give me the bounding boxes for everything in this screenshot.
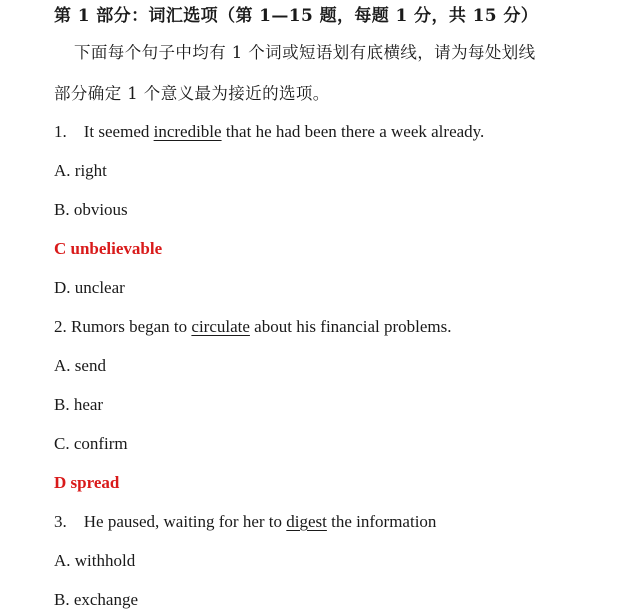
question-1-option-c-answer: C unbelievable	[54, 239, 163, 258]
question-3-key-word: digest	[286, 512, 327, 531]
question-2-stem-pre: 2. Rumors began to	[54, 317, 192, 336]
question-3-stem-post: the information	[326, 512, 437, 531]
question-2-option-c: C. confirm	[54, 434, 128, 453]
question-2-stem	[54, 316, 452, 338]
question-1-stem	[54, 121, 484, 143]
question-1-key-word: incredible	[153, 122, 222, 141]
instruction-line-1: 下面每个句子中均有 1 个词或短语划有底横线，请为每处划线	[74, 43, 536, 62]
question-2-option-a: A. send	[54, 356, 106, 375]
question-1-option-d: D. unclear	[54, 278, 125, 297]
question-2-key-word: circulate	[191, 317, 250, 336]
question-1-option-b: B. obvious	[54, 200, 128, 219]
question-3-stem	[54, 511, 436, 533]
question-1-stem-post: that he had been there a week already.	[221, 122, 485, 141]
question-3-option-b: B. exchange	[54, 590, 139, 609]
question-2-stem-post: about his financial problems.	[249, 317, 452, 336]
question-2-option-b: B. hear	[54, 395, 104, 414]
section-title: 第 1 部分：词汇选项（第 1—15 题，每题 1 分，共 15 分）	[54, 6, 539, 26]
question-2-option-d-answer: D spread	[54, 473, 120, 492]
question-3-stem-pre: 3. He paused, waiting for her to	[54, 512, 287, 531]
question-1-stem-pre: 1. It seemed	[54, 122, 154, 141]
question-3-option-a: A. withhold	[54, 551, 136, 570]
question-1-option-a: A. right	[54, 161, 107, 180]
instruction-line-2: 部分确定 1 个意义最为接近的选项。	[54, 84, 330, 103]
